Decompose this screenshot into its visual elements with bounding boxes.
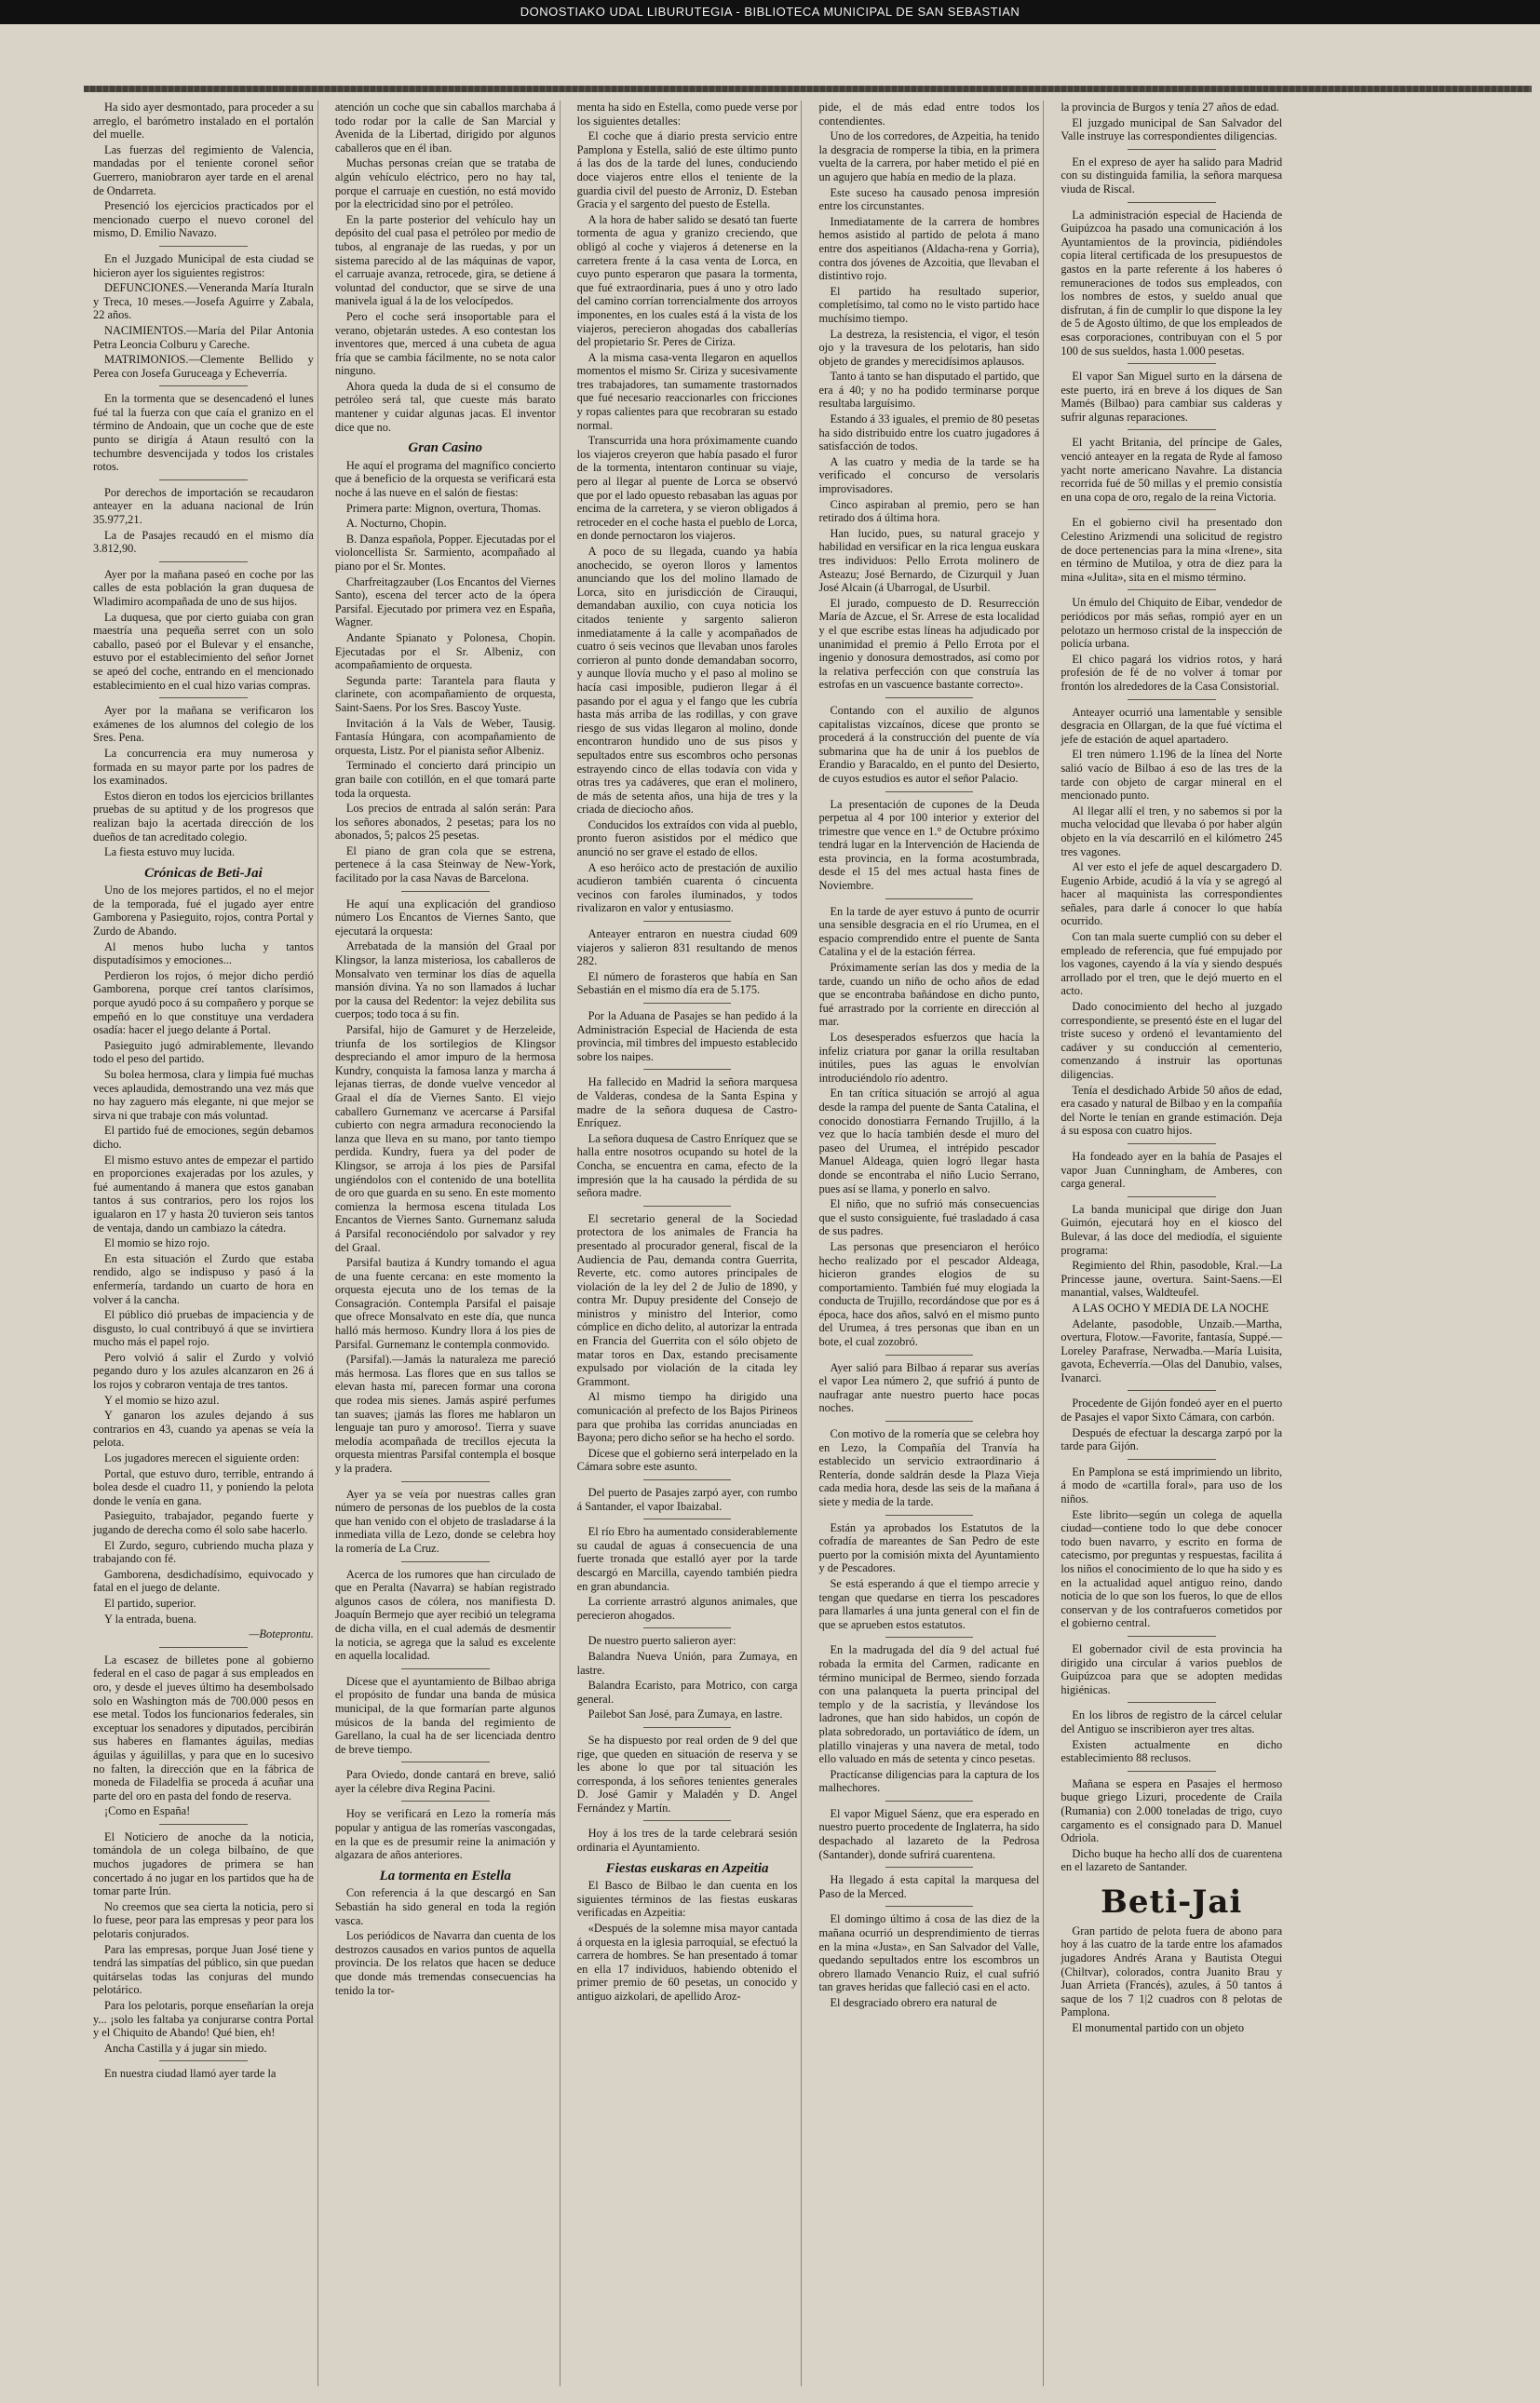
article-paragraph: El chico pagará los vidrios rotos, y hará profesión de fé de no volver á tomar por frontón los alrededores de la Casa Consistorial.: [1060, 652, 1283, 693]
article-paragraph: A las cuatro y media de la tarde se ha verificado el concurso de versolaris improvisadores.: [818, 454, 1040, 496]
article-paragraph: menta ha sido en Estella, como puede verse por los siguientes detalles:: [576, 101, 798, 128]
article-paragraph: Al menos hubo lucha y tantos disputadísimos y emociones...: [93, 939, 314, 967]
article-paragraph: El Basco de Bilbao le dan cuenta en los siguientes términos de las fiestas euskaras verificadas en Azpeitia:: [576, 1879, 798, 1920]
article-separator: [885, 1355, 974, 1356]
article-separator: [885, 1637, 974, 1638]
article-paragraph: Terminado el concierto dará principio un gran baile con cotillón, en el que tomará parte toda la orquesta.: [334, 759, 556, 800]
article-separator: [1128, 1143, 1216, 1144]
article-signature: —Boteprontu.: [249, 1627, 314, 1641]
article-separator: [1128, 1459, 1216, 1460]
article-paragraph: Andante Spianato y Polonesa, Chopin. Ejecutadas por el Sr. Albeniz, con acompañamiento de orquesta.: [334, 630, 556, 672]
article-paragraph: En tan crítica situación se arrojó al agua desde la rampa del puente de Santa Catalina, el conocido donostiarra Fernando Trujillo, á la vez que lo hacía también desde el muro del paseo del Urumea, el intrépido pescador Manuel Aldeaga, quien logró llegar hasta donde se encontraba el niño Lucio Serrano, pues así se llama, y ponerlo en salvo.: [818, 1087, 1040, 1195]
article-paragraph: Adelante, pasodoble, Unzaib.—Martha, overtura, Flotow.—Favorite, fantasía, Suppé.—Loreley Parafrase, Nerwadba.—María Luisita, gavota, Echeverría.—Olas del Danubio, valses, Ivanarci.: [1060, 1316, 1283, 1384]
article-separator: [643, 1069, 732, 1070]
article-paragraph: La administración especial de Hacienda de Guipúzcoa ha pasado una comunicación á los Ayuntamientos de la provincia, pidiéndoles copia literal certificada de los presupuestos de gastos en la parte referente á los haberes ó remuneraciones de todos sus empleados, con los nombres de estos, y sueldo anual que disfrutan, á fin de cumplir lo que dispone la ley de 5 de Agosto último, de que los empleados de esas corporaciones, contribuyan con el 5 por 100 de sus sueldos, hasta 1.000 pesetas.: [1060, 208, 1283, 358]
article-paragraph: Pasieguito jugó admirablemente, llevando todo el peso del partido.: [93, 1038, 314, 1066]
article-separator: [159, 2060, 248, 2061]
article-paragraph: Ancha Castilla y á jugar sin miedo.: [104, 2041, 267, 2055]
article-paragraph: Para las empresas, porque Juan José tiene y tendrá las simpatías del público, sin que puedan quitárselas todas las conjuras del mundo pelotárico.: [93, 1942, 314, 1997]
article-separator: [643, 1627, 732, 1628]
article-paragraph: Portal, que estuvo duro, terrible, entrando á bolea desde el cuadro 11, y poniendo la pelota donde le venía en gana.: [93, 1466, 314, 1507]
article-paragraph: Gamborena, desdichadísimo, equivocado y fatal en el juego de delante.: [93, 1567, 314, 1595]
article-paragraph: Primera parte: Mignon, overtura, Thomas.: [345, 501, 542, 515]
article-paragraph: La duquesa, que por cierto guiaba con gran maestría una pequeña serret con un solo caballo, paseó por el Bulevar y el ensanche, estuvo por el establecimiento del señor Jornet se apeó del coche, entrando en el mencionado establecimiento en el cual hizo varias compras.: [93, 610, 314, 692]
article-separator: [159, 1647, 248, 1648]
article-paragraph: No creemos que sea cierta la noticia, pero si lo fuese, peor para las empresas y peor para los pelotaris conjurados.: [93, 1899, 314, 1941]
article-separator: [159, 385, 248, 386]
article-paragraph: Y la entrada, buena.: [104, 1612, 196, 1626]
article-paragraph: Este suceso ha causado penosa impresión entre los circunstantes.: [818, 185, 1040, 213]
article-paragraph: Existen actualmente en dicho establecimiento 88 reclusos.: [1060, 1737, 1283, 1765]
article-paragraph: He aquí una explicación del grandioso número Los Encantos de Viernes Santo, que ejecutará la orquesta:: [334, 897, 556, 938]
article-paragraph: A la misma casa-venta llegaron en aquellos momentos el mismo Sr. Ciriza y sucesivamente tres trabajadores, tan sumamente trastornados que fué necesario reaccionarles con fricciones y ropas calientes para que recobraran su estado normal.: [576, 350, 798, 432]
article-paragraph: Perdieron los rojos, ó mejor dicho perdió Gamborena, porque creí tantos clarísimos, porque ayudó poco á su compañero y porque se empeñó en lo que constituye una verdadera osadía: hacer el juego delante á Portal.: [93, 968, 314, 1037]
article-separator: [885, 898, 974, 899]
article-paragraph: Estando á 33 iguales, el premio de 80 pesetas ha sido distribuido entre los cuatro jugadores á satisfacción de todos.: [818, 412, 1040, 453]
article-paragraph: La escasez de billetes pone al gobierno federal en el caso de pagar á sus empleados en oro, y desde el jueves último ha desembolsado solo en Washington más de 700.000 pesos en ese metal. Todos los funcionarios federales, sin exceptuar los senadores y diputados, percibirán sus haberes en flamantes águilas, medias águilas y águilillas, y para que en lo sucesivo no falten, la dirección que en la fábrica de moneda de Filadelfia se proceda á acuñar una parte del oro en pasta del fondo de reserva.: [93, 1653, 314, 1802]
article-paragraph: El secretario general de la Sociedad protectora de los animales de Francia ha presentado al procurador general, fiscal de la Audiencia de Pau, demanda contra Guerrita, Reverte, etc. como autores principales de violación de la ley del 2 de Julio de 1890, y contra Mr. Dupuy presidente del Consejo de ministros y ministro del Interior, como cómplice en dicho delito, al autorizar la entrada en Francia del Guerrita con el sólo objeto de matar toros en Dax, estando precisamente expulsado por violación de la citada ley Grammont.: [576, 1211, 798, 1388]
article-paragraph: Al mismo tiempo ha dirigido una comunicación al prefecto de los Bajos Pirineos para que prohiba las corridas anunciadas en Bayona; pero dicho señor se ha hecho el sordo.: [576, 1390, 798, 1445]
article-paragraph: Muchas personas creían que se trataba de algún vehículo eléctrico, pero no hay tal, porque el carruaje en cuestión, no está movido por la electricidad sino por el petróleo.: [334, 156, 556, 211]
article-separator: [1128, 363, 1216, 364]
article-columns: [89, 101, 1528, 2386]
article-paragraph: Los jugadores merecen el siguiente orden:: [104, 1451, 300, 1465]
article-separator: [885, 791, 974, 792]
article-paragraph: En los libros de registro de la cárcel celular del Antiguo se inscribieron ayer tres altas.: [1060, 1708, 1283, 1735]
article-separator: [643, 1003, 732, 1004]
article-paragraph: Balandra Nueva Unión, para Zumaya, en lastre.: [576, 1649, 798, 1677]
article-paragraph: El tren número 1.196 de la línea del Norte salió vacío de Bilbao á eso de las tres de la tarde con objeto de cargar mineral en el mencionado punto.: [1060, 748, 1283, 803]
column-4: [815, 101, 1044, 2386]
article-separator: [885, 1801, 974, 1802]
article-paragraph: Por derechos de importación se recaudaron anteayer en la aduana nacional de Irún 35.977,21.: [93, 485, 314, 527]
section-heading: Gran Casino: [408, 440, 483, 456]
article-paragraph: DEFUNCIONES.—Veneranda María Ituraln y Treca, 10 meses.—Josefa Aguirre y Zabala, 22 años.: [93, 281, 314, 322]
article-separator: [1128, 1771, 1216, 1772]
article-paragraph: He aquí el programa del magnífico concierto que á beneficio de la orquesta se verificará esta noche á las nueve en el salón de fiestas:: [334, 458, 556, 500]
article-paragraph: Parsifal bautiza á Kundry tomando el agua de una fuente cercana: en este momento la orquesta ejecuta uno de los temas de la Consagración. Contempla Parsifal el paisaje que ofrece Monsalvato en este día, que nunca halló más hermoso. Kundry llora á los pies de Parsifal. Gurnemanz le contempla conmovido.: [334, 1256, 556, 1351]
column-3: [574, 101, 803, 2386]
article-paragraph: Transcurrida una hora próximamente cuando los viajeros creyeron que había pasado el furor de la tormenta, intentaron continuar su viaje, pero al llegar al puente de Lorca se observó que por el lado opuesto rebasaban las aguas por encima de la carretera, y se vieron obligados á retroceder en el coche hasta el pueblo de Lorca, en donde pernoctaron los viajeros.: [576, 434, 798, 543]
article-paragraph: Tenía el desdichado Arbide 50 años de edad, era casado y natural de Bilbao y en la compañía del Norte le tenían en grande estimación. Deja á su esposa con cuatro hijos.: [1060, 1083, 1283, 1138]
article-paragraph: En Pamplona se está imprimiendo un librito, á modo de «cartilla foral», para uso de los niños.: [1060, 1465, 1283, 1506]
article-separator: [1128, 1390, 1216, 1391]
article-paragraph: El partido, superior.: [104, 1596, 196, 1610]
article-paragraph: La de Pasajes recaudó en el mismo día 3.812,90.: [93, 528, 314, 556]
article-paragraph: El vapor San Miguel surto en la dársena de este puerto, irá en breve á los diques de San Mamés (Bilbao) para cambiar sus calderas y sufrir algunas reparaciones.: [1060, 370, 1283, 424]
article-paragraph: pide, el de más edad entre todos los contendientes.: [818, 101, 1040, 128]
article-paragraph: Ha fondeado ayer en la bahía de Pasajes el vapor Juan Cunningham, de Amberes, con carga general.: [1060, 1149, 1283, 1191]
article-separator: [401, 891, 490, 892]
section-heading: Beti-Jai: [1101, 1883, 1243, 1921]
article-paragraph: Anteayer entraron en nuestra ciudad 609 viajeros y salieron 831 resultando de menos 282.: [576, 927, 798, 968]
section-heading: Fiestas euskaras en Azpeitia: [605, 1860, 769, 1876]
article-paragraph: El Zurdo, seguro, cubriendo mucha plaza y trabajando con fé.: [93, 1538, 314, 1566]
article-paragraph: Las fuerzas del regimiento de Valencia, mandadas por el teniente coronel señor Guerrero, maniobraron ayer tarde en el arenal de Ondarreta.: [93, 142, 314, 197]
section-heading: La tormenta en Estella: [379, 1868, 511, 1883]
article-separator: [1128, 589, 1216, 590]
article-paragraph: A. Nocturno, Chopin.: [345, 517, 447, 531]
article-paragraph: El río Ebro ha aumentado considerablemente su caudal de aguas á consecuencia de una fuerte tronada que estalló ayer por la tarde descargó en Marcilla, cayendo también piedra en gran abundancia.: [576, 1525, 798, 1593]
article-paragraph: Pasieguito, trabajador, pegando fuerte y jugando de derecha como él solo sabe hacerlo.: [93, 1509, 314, 1536]
article-separator: [401, 1481, 490, 1482]
article-separator: [1128, 699, 1216, 700]
article-paragraph: Balandra Ecaristo, para Motrico, con carga general.: [576, 1679, 798, 1706]
article-paragraph: Mañana se espera en Pasajes el hermoso buque griego Lizuri, procedente de Craila (Rumania) con 2.000 toneladas de trigo, cuyo cargamento es el consignado para D. Manuel Odriola.: [1060, 1776, 1283, 1845]
article-paragraph: La banda municipal que dirige don Juan Guimón, ejecutará hoy en el kiosco del Bulevar, á las doce del mediodía, el siguiente programa:: [1060, 1202, 1283, 1257]
article-paragraph: (Parsifal).—Jamás la naturaleza me pareció más hermosa. Las flores que en sus tallos se elevan hasta mí, parecen formar una corona que rodea mis sienes. Jamás aspiré perfumes tan suaves; ¡jamás las flores me hablaron un lenguaje tan puro y amoroso!. Tierra y suave melodía acompañada de trecillos ejecuta la orquesta mientras Parsifal contempla el bosque y la pradera.: [334, 1353, 556, 1475]
article-paragraph: Parsifal, hijo de Gamuret y de Herzeleide, triunfa de los sortilegios de Klingsor despreciando el amor impuro de la hermosa Kundry, conquista la famosa lanza y marcha á lejanas tierras, de donde vuelve vencedor al Graal el día de Viernes Santo. El viejo caballero Gurnemanz ve acercarse á Parsifal cubierto con negra armadura reconociendo la lanza que lleva en su mano, por tanto tiempo perdida. Kundry, fuera ya del poder de Klingsor, se arroja á los pies de Parsifal ungiéndolos con el contenido de una botellita de oro que guarda en su seno. En este momento comienza la hermosa escena titulada Los Encantos de Viernes Santo. Gurnemanz saluda á Parsifal reconociéndolo por salvador y rey del Graal.: [334, 1023, 556, 1254]
article-paragraph: Practícanse diligencias para la captura de los malhechores.: [818, 1767, 1040, 1795]
article-paragraph: Uno de los mejores partidos, el no el mejor de la temporada, fué el jugado ayer entre Gamborena y Pasieguito, rojos, contra Portal y Zurdo de Abando.: [93, 884, 314, 938]
article-paragraph: Hoy á los tres de la tarde celebrará sesión ordinaria el Ayuntamiento.: [576, 1827, 798, 1855]
article-paragraph: B. Danza española, Popper. Ejecutadas por el violoncellista Sr. Sarmiento, acompañado al piano por el Sr. Montes.: [334, 532, 556, 573]
article-separator: [643, 921, 732, 922]
article-paragraph: A poco de su llegada, cuando ya había anochecido, se oyeron lloros y lamentos anunciando que los del molino llamado de Lorca, sito en jurisdicción de Cirauqui, demandaban auxilio, con cuya noticia los citados teniente y sargento salieron inmediatamente á la calle y acompañados de cuatro ó seis vecinos que llevaban unos faroles corrieron al punto donde demandaban socorro, y aunque llovía mucho y el paso al molino se hacía casi imposible, pudieron llegar á él pasando por el agua y el fango que les cubría hasta más arriba de las rodillas, y con grave riesgo de sus vidas llegaron al molino, donde encontraron hundido uno de sus pisos y sepultados entre sus escombros ocho personas estrayendo cinco de ellas todavía con vida y otras tres ya cadáveres, que eran el molinero, de más de setenta años, una hija de tres y la criada de dieciocho años.: [576, 545, 798, 817]
article-paragraph: Ha llegado á esta capital la marquesa del Paso de la Merced.: [818, 1873, 1040, 1900]
article-paragraph: MATRIMONIOS.—Clemente Bellido y Perea con Josefa Guruceaga y Echeverría.: [93, 353, 314, 380]
article-separator: [1128, 1636, 1216, 1637]
article-paragraph: ¡Como en España!: [104, 1804, 191, 1818]
article-paragraph: La fiesta estuvo muy lucida.: [104, 845, 236, 859]
article-paragraph: A eso heróico acto de prestación de auxilio acudieron también cuarenta ó cincuenta vecinos con faroles iluminados, y todos rivalizaron en valor y entusiasmo.: [576, 860, 798, 915]
article-paragraph: Para Oviedo, donde cantará en breve, salió ayer la célebre diva Regina Pacini.: [334, 1768, 556, 1795]
article-paragraph: NACIMIENTOS.—María del Pilar Antonia Petra Leoncia Colburu y Careche.: [93, 323, 314, 351]
archive-header: DONOSTIAKO UDAL LIBURUTEGIA - BIBLIOTECA MUNICIPAL DE SAN SEBASTIAN: [0, 0, 1540, 24]
article-paragraph: Pero volvió á salir el Zurdo y volvió pegando duro y los azules alcanzaron en 26 á los rojos y cobraron ventaja de tres tantos.: [93, 1350, 314, 1392]
article-paragraph: Con tan mala suerte cumplió con su deber el empleado de referencia, que fué empujado por los vagones, cayendo á la vía y siendo después arrollado por el tren, que le dejó muerto en el acto.: [1060, 930, 1283, 998]
article-paragraph: Arrebatada de la mansión del Graal por Klingsor, la lanza misteriosa, los caballeros de Monsalvato ven terminar los días de aquella mansión divina. Ya no son llamados á luchar por la causa del Redentor: la vejez debilita sus cuerpos; todo toca á su fin.: [334, 939, 556, 1021]
article-paragraph: Este librito—según un colega de aquella ciudad—contiene todo lo que debe conocer todo buen navarro, y escrito en forma de catecismo, por preguntas y respuestas, facilita á los niños el conocimiento de lo que ha sido y es en la actualidad aquel antiguo reino, dando noticia de lo que son los fueros, lo que de ellos conservan y de los contrafueros cometidos por el gobierno central.: [1060, 1507, 1283, 1630]
article-separator: [643, 1206, 732, 1207]
article-paragraph: El domingo último á cosa de las diez de la mañana ocurrió un desprendimiento de tierras en la mina «Justa», en San Salvador del Valle, quedando sepultados entre los escombros un obrero llamado Venancio Ruiz, el cual sufrió tan graves heridas que falleció casi en el acto.: [818, 1912, 1040, 1994]
article-separator: [401, 1561, 490, 1562]
article-paragraph: El gobernador civil de esta provincia ha dirigido una circular á varios pueblos de Guipúzcoa para que se adopten medidas higiénicas.: [1060, 1641, 1283, 1696]
article-paragraph: Del puerto de Pasajes zarpó ayer, con rumbo á Santander, el vapor Ibaizabal.: [576, 1486, 798, 1513]
article-separator: [643, 1727, 732, 1728]
article-paragraph: En nuestra ciudad llamó ayer tarde la: [104, 2067, 277, 2081]
article-paragraph: Y el momio se hizo azul.: [104, 1393, 220, 1407]
article-paragraph: Charfreitagzauber (Los Encantos del Viernes Santo), escena del tercer acto de la ópera Parsifal. Ejecutado por primera vez en España, Wagner.: [334, 574, 556, 629]
article-paragraph: El Noticiero de anoche da la noticia, tomándola de un colega bilbaíno, de que muchos jugadores de primera se han concertado á no jugar en los partidos que ha de tomar parte Irún.: [93, 1829, 314, 1898]
article-paragraph: Inmediatamente de la carrera de hombres hemos asistido al partido de pelota á mano entre dos aspeitianos (Aldacha-rena y Gorria), contra dos jóvenes de Azcoitia, que llevaban el distintivo rojo.: [818, 214, 1040, 283]
article-separator: [885, 1867, 974, 1868]
article-separator: [885, 1906, 974, 1907]
article-paragraph: Pailebot San José, para Zumaya, en lastre.: [588, 1708, 783, 1721]
article-paragraph: Dado conocimiento del hecho al juzgado correspondiente, se presentó éste en el lugar del triste suceso y ordenó el levantamiento del cadáver y su conducción al cementerio, comenzando á instruir las oportunas diligencias.: [1060, 1000, 1283, 1081]
article-separator: [159, 697, 248, 698]
column-1: [89, 101, 318, 2386]
article-paragraph: El número de forasteros que había en San Sebastián en el mismo día era de 5.175.: [576, 969, 798, 997]
article-paragraph: Después de efectuar la descarga zarpó por la tarde para Gijón.: [1060, 1425, 1283, 1453]
article-paragraph: El momio se hizo rojo.: [104, 1236, 210, 1250]
article-paragraph: Ha sido ayer desmontado, para proceder a su arreglo, el barómetro instalado en el portalón del muelle.: [93, 101, 314, 142]
article-paragraph: atención un coche que sin caballos marchaba á todo rodar por la calle de San Marcial y Avenida de la Libertad, dirigido por algunos caballeros que en él iban.: [334, 101, 556, 155]
article-paragraph: Ha fallecido en Madrid la señora marquesa de Valderas, condesa de la Santa Espina y madre de la señora duquesa de Castro-Enríquez.: [576, 1075, 798, 1130]
article-paragraph: Gran partido de pelota fuera de abono para hoy á las cuatro de la tarde entre los afamados jugadores Andrés Arana y Bautista Otegui (Chiltvar), colorados, contra Juanito Brau y Juan Arrieta (Francés), azules, á 50 tantos á saque de los 7 1|2 cuadros con 8 pelotas de Pamplona.: [1060, 1924, 1283, 2019]
article-separator: [1128, 1196, 1216, 1197]
article-paragraph: El desgraciado obrero era natural de: [830, 1996, 997, 2009]
article-paragraph: Los precios de entrada al salón serán: Para los señores abonados, 2 pesetas; para los no abonados, 5; palcos 25 pesetas.: [334, 802, 556, 843]
article-paragraph: Dícese que el ayuntamiento de Bilbao abriga el propósito de fundar una banda de música municipal, de la que formarían parte algunos músicos de la banda del regimiento de Garellano, la cual ha de ser licenciada dentro de breve tiempo.: [334, 1674, 556, 1756]
article-paragraph: Su bolea hermosa, clara y limpia fué muchas veces aplaudida, demostrando una vez más que no hay zaguero más elegante, ni que mejor se sirva ni que trabaje con más voluntad.: [93, 1068, 314, 1122]
article-paragraph: Los desesperados esfuerzos que hacía la infeliz criatura por ganar la orilla resultaban inútiles, pues las aguas le envolvían introduciéndolo río adentro.: [818, 1031, 1040, 1085]
article-separator: [885, 1421, 974, 1422]
article-paragraph: Cinco aspiraban al premio, pero se han retirado dos á última hora.: [818, 497, 1040, 525]
article-paragraph: Ayer por la mañana se verificaron los exámenes de los alumnos del colegio de los Sres. Pena.: [93, 704, 314, 745]
article-paragraph: Dicho buque ha hecho allí dos de cuarentena en el lazareto de Santander.: [1060, 1846, 1283, 1874]
article-separator: [401, 1668, 490, 1669]
article-paragraph: Ahora queda la duda de si el consumo de petróleo será tal, que cueste más barato mantener y cuidar algunas jacas. El inventor dice que no.: [334, 379, 556, 434]
article-paragraph: Para los pelotaris, porque enseñarían la oreja y... ¡solo les faltaba ya conjurarse contra Portal y el Chiquito de Abando! Qué bien, eh!: [93, 1999, 314, 2040]
article-separator: [885, 697, 974, 698]
article-paragraph: En el expreso de ayer ha salido para Madrid con su distinguida familia, la señora marquesa viuda de Riscal.: [1060, 155, 1283, 196]
article-paragraph: Por la Aduana de Pasajes se han pedido á la Administración Especial de Hacienda de esta provincia, mil timbres del impuesto establecido sobre los naipes.: [576, 1009, 798, 1063]
article-paragraph: Acerca de los rumores que han circulado de que en Peralta (Navarra) se habían registrado algunos casos de cólera, nos manifiesta D. Joaquín Bermejo que ayer recibió un telegrama de dicha villa, en el cual además de desmentir la noticia, se agrega que la salud es excelente en aquella localidad.: [334, 1567, 556, 1663]
article-paragraph: El juzgado municipal de San Salvador del Valle instruye las correspondientes diligencias.: [1060, 115, 1283, 143]
article-paragraph: Conducidos los extraídos con vida al pueblo, pronto fueron asistidos por el médico que anunció no ser grave el estado de ellos.: [576, 817, 798, 859]
article-paragraph: Han lucido, pues, su natural gracejo y habilidad en versificar en la rica lengua euskara tres individuos: Pello Errota molinero de Asteazu; José Bernardo, de Cizurquil y Juan José Alcain (á Ubarrogal, de Usurbil.: [818, 526, 1040, 595]
article-paragraph: Regimiento del Rhin, pasodoble, Kral.—La Princesse jaune, overtura. Saint-Saens.—El manantial, valses, Waldteufel.: [1060, 1259, 1283, 1300]
article-paragraph: La destreza, la resistencia, el vigor, el tesón ojo y la travesura de los pelotaris, han sido objeto de grandes y merecidísimos aplausos.: [818, 327, 1040, 368]
article-paragraph: La concurrencia era muy numerosa y formada en su mayor parte por los padres de los examinados.: [93, 746, 314, 788]
article-paragraph: Tanto á tanto se han disputado el partido, que era á 40; y no ha podido terminarse porque resultaba larguísimo.: [818, 370, 1040, 411]
article-paragraph: El niño, que no sufrió más consecuencias que el susto consiguiente, fué trasladado á casa de sus padres.: [818, 1197, 1040, 1238]
article-paragraph: El vapor Miguel Sáenz, que era esperado en nuestro puerto procedente de Inglaterra, ha sido despachado al lazareto de la Pedrosa (Santander), donde sufrirá cuarentena.: [818, 1806, 1040, 1861]
article-paragraph: En el Juzgado Municipal de esta ciudad se hicieron ayer los siguientes registros:: [93, 251, 314, 279]
article-paragraph: Presenció los ejercicios practicados por el mencionado cuerpo el nuevo coronel del mismo, D. Emilio Navazo.: [93, 199, 314, 240]
article-paragraph: Pero el coche será insoportable para el verano, objetarán ustedes. A eso contestan los inventores que, merced á una cubeta de agua fría que se cambia fácilmente, no se nota calor ninguno.: [334, 309, 556, 378]
article-paragraph: A la hora de haber salido se desató tan fuerte tormenta de agua y granizo creciendo, que obligó al coche y viajeros á detenerse en la carretera frente á la casa venta de Lorca, en cuyo punto esperaron que pasara la tormenta, que fué extraordinaria, pues á uno y otro lado del camino corrían torrencialmente dos arroyos imponentes, en los cuales está á la vista de los viajeros, perecieron ahogadas dos caballerías del propietario Sr. Peres de Ciriza.: [576, 212, 798, 349]
masthead-rule: [84, 86, 1532, 92]
article-separator: [1128, 509, 1216, 510]
article-paragraph: El yacht Britania, del príncipe de Gales, venció anteayer en la regata de Ryde al famoso yacht norte americano Navahre. La distancia recorrida fué de 50 millas y el premio consistía en una copa de oro, regalo de la reina Victoria.: [1060, 436, 1283, 504]
article-paragraph: A LAS OCHO Y MEDIA DE LA NOCHE: [1072, 1301, 1269, 1315]
article-paragraph: Y ganaron los azules dejando á sus contrarios en 43, cuando ya apenas se veía la pelota.: [93, 1409, 314, 1450]
column-2: [331, 101, 561, 2386]
article-paragraph: «Después de la solemne misa mayor cantada á orquesta en la iglesia parroquial, se efectuó la carrera de hombres. Se han presentado á tomar en ella 17 individuos, habiendo obtenido el primer premio de 60 pesetas, un conocido y antiguo aizkolari, de apellido Aroz-: [576, 1922, 798, 2003]
article-paragraph: Invitación á la Vals de Weber, Tausig. Fantasía Húngara, con acompañamiento de orquesta, Listz. Por el pianista señor Albeniz.: [334, 716, 556, 757]
article-separator: [1128, 1702, 1216, 1703]
article-paragraph: El monumental partido con un objeto: [1072, 2021, 1245, 2035]
article-paragraph: Al ver esto el jefe de aquel descargadero D. Eugenio Arbide, acudió á la vía y se agregó al hacer al maquinista las correspondientes señales, para darle á conocer lo que había ocurrido.: [1060, 860, 1283, 928]
article-paragraph: Con motivo de la romería que se celebra hoy en Lezo, la Compañía del Tranvía ha establecido un servicio extraordinario á Rentería, donde saldrán desde la Plaza Vieja cada media hora, desde las seis de la mañana á siete y media de la tarde.: [818, 1427, 1040, 1508]
article-paragraph: Estos dieron en todos los ejercicios brillantes pruebas de su aptitud y de los progresos que realizan bajo la acertada dirección de los dueños de tan acreditado colegio.: [93, 789, 314, 844]
article-paragraph: Dícese que el gobierno será interpelado en la Cámara sobre este asunto.: [576, 1446, 798, 1474]
article-paragraph: La señora duquesa de Castro Enríquez que se halla entre nosotros ocupando su hotel de la Concha, se encuentra en cama, efecto de la impresión que la ha causado la pérdida de su señora madre.: [576, 1131, 798, 1200]
article-paragraph: Ayer ya se veía por nuestras calles gran número de personas de los pueblos de la costa que han venido con el objeto de trasladarse á la inmediata villa de Lezo, donde se celebra hoy la romería de La Cruz.: [334, 1487, 556, 1555]
article-separator: [643, 1479, 732, 1480]
article-separator: [159, 1824, 248, 1825]
article-paragraph: Las personas que presenciaron el heróico hecho realizado por el pescador Aldeaga, hicieron grandes elogios de su comportamiento. También fué muy elogiada la conducta de Trujillo, recordándose que por es á época, hace dos años, salvó en el mismo punto del Urumea, á tres personas que iban en un bote, el cual zozobró.: [818, 1239, 1040, 1349]
article-paragraph: La corriente arrastró algunos animales, que perecieron ahogados.: [576, 1595, 798, 1622]
article-paragraph: El público dió pruebas de impaciencia y de disgusto, lo cual contribuyó á que se invirtiera mucho más el papel rojo.: [93, 1308, 314, 1349]
article-paragraph: Hoy se verificará en Lezo la romería más popular y antigua de las romerías vascongadas, en la que es de presumir reine la animación y algazara de años anteriores.: [334, 1807, 556, 1862]
section-heading: Crónicas de Beti-Jai: [144, 865, 263, 881]
article-paragraph: Contando con el auxilio de algunos capitalistas vizcaínos, dícese que pronto se procederá á la construcción del puente de vía submarina que ha de unir á los pueblos de Erandio y Baracaldo, en el punto del Desierto, de cuyos estudios es autor el señor Palacio.: [818, 703, 1040, 785]
article-paragraph: El jurado, compuesto de D. Resurrección María de Azcue, el Sr. Arrese de esta localidad y el que escribe estas líneas ha adjudicado por unanimidad el premio á Pello Errota por el ingenio y donosura demostrados, así como por la relativa perfección con que construía las estrofas en un vascuence bastante correcto».: [818, 596, 1040, 692]
article-paragraph: En la tormenta que se desencadenó el lunes fué tal la fuerza con que caía el granizo en el término de Andoain, que un coche que de este punto se dirigía á Ataun resultó con la techumbre desvencijada y todos los cristales rotos.: [93, 392, 314, 474]
article-paragraph: La presentación de cupones de la Deuda perpetua al 4 por 100 interior y exterior del trimestre que vence en 1.° de Octubre próximo tendrá lugar en la Intervención de Hacienda de esta provincia, en la forma acostumbrada, desde el 15 del mes actual hasta fines de Noviembre.: [818, 797, 1040, 893]
article-separator: [159, 561, 248, 562]
article-separator: [159, 246, 248, 247]
article-paragraph: Se está esperando á que el tiempo arrecie y tengan que quedarse en tierra los pescadores para llamarles á una junta general con el fin de que se aprueben estos estatutos.: [818, 1576, 1040, 1631]
article-paragraph: Los periódicos de Navarra dan cuenta de los destrozos causados en varios puntos de aquella provincia. De los relatos que hacen se deduce que donde más tremendas consecuencias ha tenido la tor-: [334, 1929, 556, 1997]
article-separator: [1128, 202, 1216, 203]
article-paragraph: El piano de gran cola que se estrena, pertenece á la casa Steinway de New-York, facilitado por la casa Navas de Barcelona.: [334, 844, 556, 885]
article-paragraph: Se ha dispuesto por real orden de 9 del que rige, que queden en situación de reserva y se les abone lo que por tal situación les corresponda, á los señores tenientes generales D. José Gamir y Maladén y D. Angel Fernández y Martín.: [576, 1733, 798, 1815]
article-paragraph: Un émulo del Chiquito de Eibar, vendedor de periódicos por más señas, rompió ayer en un pelotazo un hermoso cristal de la inspección de policía urbana.: [1060, 596, 1283, 651]
article-paragraph: De nuestro puerto salieron ayer:: [588, 1634, 736, 1648]
article-separator: [1128, 429, 1216, 430]
article-paragraph: Anteayer ocurrió una lamentable y sensible desgracia en Ollargan, de la que fué víctima el jefe de estación de aquel apartadero.: [1060, 705, 1283, 746]
article-separator: [1128, 149, 1216, 150]
article-separator: [643, 1820, 732, 1821]
article-paragraph: Uno de los corredores, de Azpeitia, ha tenido la desgracia de romperse la tibia, en la primera vuelta de la carrera, por haber metido el pié en un agujero que había en medio de la plaza.: [818, 129, 1040, 183]
article-paragraph: En la madrugada del día 9 del actual fué robada la ermita del Carmen, radicante en término municipal de Bermeo, siendo forzada con una palanqueta la puerta principal del templo y de la sacristía, y llevándose los ladrones, que han sido habidos, un copón de plata sobredorado, un portaviático de ídem, un platillo vinajeras y una navera de metal, todo ello valuado en más de setenta y cinco pesetas.: [818, 1643, 1040, 1766]
article-paragraph: El coche que á diario presta servicio entre Pamplona y Estella, salió de este último punto á las dos de la tarde del lunes, conduciendo doce viajeros entre ellos el teniente de la guardia civil del puesto de Arroniz, D. Esteban Gracia y el sargento del puesto de Estella.: [576, 129, 798, 211]
article-paragraph: El mismo estuvo antes de empezar el partido en proporciones exajeradas por los azules, y fué aumentando á manera que estos ganaban tantos á sus contrarios, pero los rojos los igualaron en 17 y hasta 20 tuvieron seis tantos de ventaja, dando un cambiazo la cátedra.: [93, 1153, 314, 1235]
article-paragraph: El partido fué de emociones, según debamos dicho.: [93, 1124, 314, 1151]
article-paragraph: Ayer por la mañana paseó en coche por las calles de esta población la gran duquesa de Wladimiro acompañada de uno de sus hijos.: [93, 567, 314, 608]
article-paragraph: Con referencia á la que descargó en San Sebastián ha sido general en toda la región vasca.: [334, 1886, 556, 1927]
article-separator: [885, 1515, 974, 1516]
article-paragraph: Están ya aprobados los Estatutos de la cofradía de mareantes de San Pedro de este puerto por la comisión mixta del Ayuntamiento y de Pescadores.: [818, 1520, 1040, 1575]
article-separator: [401, 1801, 490, 1802]
article-paragraph: la provincia de Burgos y tenía 27 años de edad.: [1060, 101, 1279, 114]
column-5: [1057, 101, 1286, 2386]
article-paragraph: Procedente de Gijón fondeó ayer en el puerto de Pasajes el vapor Sixto Cámara, con carbón.: [1060, 1397, 1283, 1424]
article-separator: [159, 479, 248, 480]
article-paragraph: El partido ha resultado superior, completísimo, tal como no le visto partido hace muchísimo tiempo.: [818, 284, 1040, 325]
article-paragraph: En esta situación el Zurdo que estaba rendido, algo se indispuso y pasó á la enfermería, tardando un cuarto de hora en volver á la cancha.: [93, 1251, 314, 1306]
article-paragraph: Segunda parte: Tarantela para flauta y clarinete, con acompañamiento de orquesta, Saint-Saens. Por los Sres. Bascoy Yuste.: [334, 673, 556, 714]
article-paragraph: Próximamente serían las dos y media de la tarde, cuando un niño de ocho años de edad que se encontraba bañándose en dicho punto, fué arrastrado por la corriente en dirección al mar.: [818, 961, 1040, 1029]
article-paragraph: En la tarde de ayer estuvo á punto de ocurrir una sensible desgracia en el río Urumea, en el espacio comprendido entre el puente de Santa Catalina y el de la estación férrea.: [818, 904, 1040, 959]
article-paragraph: Ayer salió para Bilbao á reparar sus averías el vapor Lea número 2, que sufrió á punto de naufragar ante nuestro puerto hace pocas noches.: [818, 1360, 1040, 1415]
article-paragraph: En el gobierno civil ha presentado don Celestino Arizmendi una solicitud de registro de doce pertenencias para la mina «Irene», sita en término de Mutiloa, y otra de diez para la mina «Julita», sita en el mismo término.: [1060, 516, 1283, 584]
article-paragraph: En la parte posterior del vehículo hay un depósito del cual pasa el petróleo por medio de tubos, al engranaje de las ruedas, y por un sistema parecido al de las máquinas de vapor, el carruaje avanza, retrocede, gira, se detiene á voluntad del conductor, que se sirve de una manivela igual á la de los velocípedos.: [334, 212, 556, 308]
article-paragraph: Al llegar allí el tren, y no sabemos si por la mucha velocidad que llevaba ó por haber algún objeto en la vía descarriló en el kilómetro 245 tres vagones.: [1060, 803, 1283, 858]
